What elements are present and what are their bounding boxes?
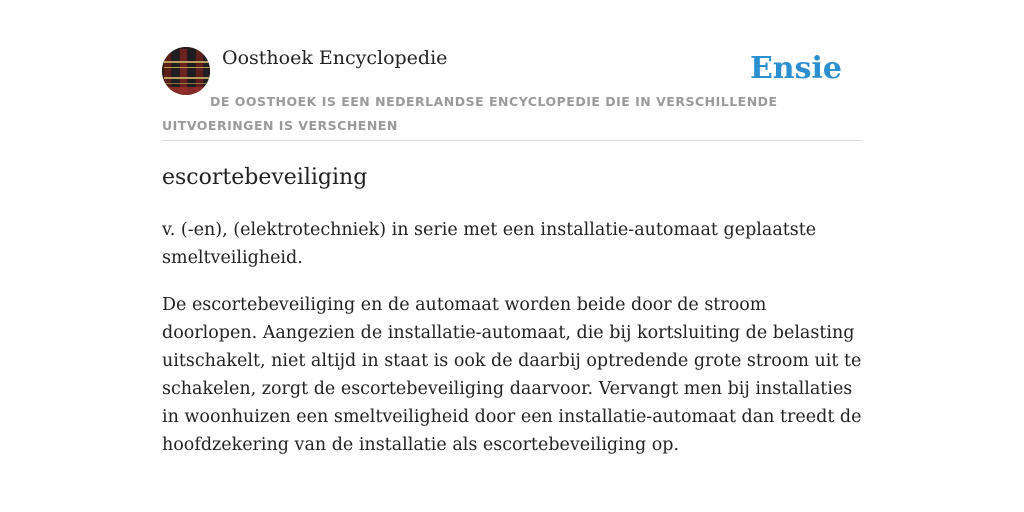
source-description: DE OOSTHOEK IS EEN NEDERLANDSE ENCYCLOPEDIE DIE IN VERSCHILLENDE UITVOERINGEN IS VERSCHENEN bbox=[162, 94, 778, 133]
source-title[interactable]: Oosthoek Encyclopedie bbox=[222, 47, 448, 69]
entry-definition: v. (-en), (elektrotechniek) in serie met een installatie-automaat geplaatste smeltveiligheid. bbox=[162, 220, 817, 268]
entry-title: escortebeveiliging bbox=[162, 165, 368, 190]
entry-explanation: De escortebeveiliging en de automaat worden beide door de stroom doorlopen. Aangezien de installatie-automaat, die bij kortsluiting de belasting uitschakelt, niet altijd in staat is ook de daarbij optredende grote stroom uit te schakelen, zorgt de escortebeveiliging daarvoor. Vervangt men bij installaties in woonhuizen een smeltveiligheid door een installatie-automaat dan treedt de hoofdzekering van de installatie als escortebeveiliging op. bbox=[162, 295, 862, 455]
source-header bbox=[162, 46, 862, 141]
encyclopedia-books-icon[interactable] bbox=[162, 47, 210, 95]
ensie-logo-link[interactable]: Ensie bbox=[749, 51, 842, 86]
